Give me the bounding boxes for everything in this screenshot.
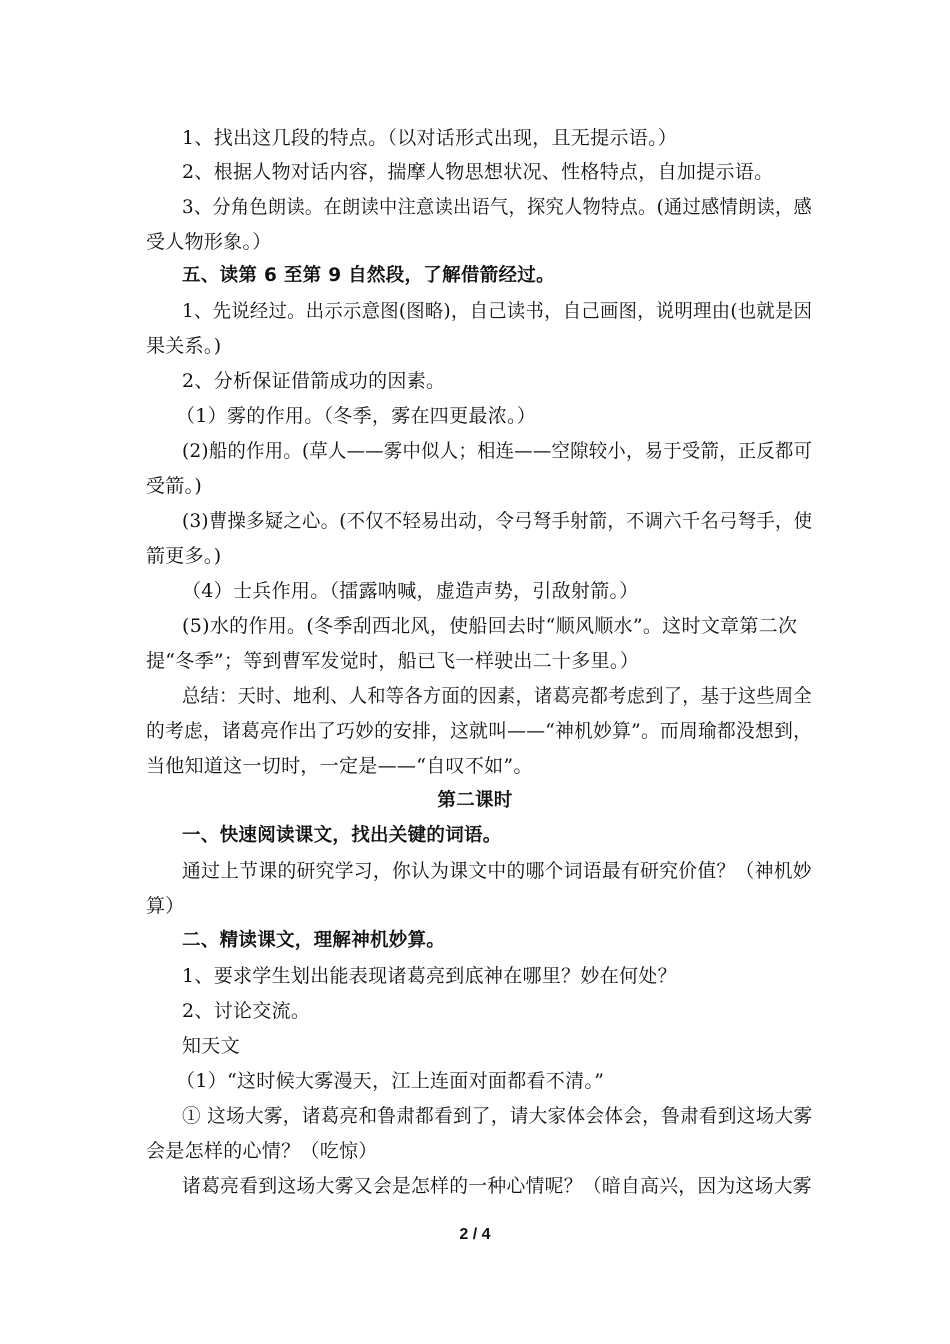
section-heading: 五、读第 6 至第 9 自然段，了解借箭经过。 [182, 265, 555, 286]
section-heading: 二、精读课文，理解神机妙算。 [182, 930, 446, 951]
subheading: 知天文 [182, 1035, 240, 1057]
paragraph-line: 通过上节课的研究学习，你认为课文中的哪个词语最有研究价值？（神机妙 [182, 860, 812, 882]
paragraph-line: 当他知道这一切时，一定是——“自叹不如”。 [146, 755, 533, 777]
list-item: 1、找出这几段的特点。（以对话形式出现，且无提示语。） [182, 127, 678, 149]
list-item: （4）士兵作用。（擂露呐喊，虚造声势，引敌射箭。） [182, 580, 639, 602]
list-item: 2、讨论交流。 [182, 1000, 311, 1022]
list-item: ① 这场大雾，诸葛亮和鲁肃都看到了，请大家体会体会，鲁肃看到这场大雾 [182, 1105, 813, 1127]
list-item: （1）“这时候大雾漫天，江上连面对面都看不清。” [176, 1070, 605, 1092]
list-item: 2、分析保证借箭成功的因素。 [182, 370, 446, 392]
paragraph-line: 的考虑，诸葛亮作出了巧妙的安排，这就叫——“神机妙算”。而周瑜都没想到， [146, 720, 813, 742]
list-item: 1、先说经过。出示示意图(图略)，自己读书，自己画图，说明理由(也就是因 [182, 300, 813, 322]
paragraph-line: 箭更多。) [146, 545, 222, 567]
lesson-title: 第二课时 [437, 790, 513, 811]
list-item: 2、根据人物对话内容，揣摩人物思想状况、性格特点，自加提示语。 [182, 161, 774, 183]
page-number: 2 / 4 [459, 1226, 491, 1243]
list-item: （1）雾的作用。（冬季，雾在四更最浓。） [176, 405, 537, 427]
list-item: (3)曹操多疑之心。(不仅不轻易出动，令弓弩手射箭，不调六千名弓弩手，使 [182, 510, 813, 532]
list-item: 3、分角色朗读。在朗读中注意读出语气，探究人物特点。(通过感情朗读，感 [182, 196, 813, 218]
section-heading: 一、快速阅读课文，找出关键的词语。 [182, 825, 502, 846]
paragraph-line: 果关系。) [146, 335, 222, 357]
paragraph-line: 提“冬季”；等到曹军发觉时，船已飞一样驶出二十多里。） [146, 650, 640, 672]
paragraph-line: 受人物形象。） [146, 231, 272, 253]
paragraph-line: 受箭。) [146, 475, 203, 497]
paragraph-line: 诸葛亮看到这场大雾又会是怎样的一种心情呢？（暗自高兴，因为这场大雾 [182, 1175, 812, 1197]
list-item: 1、要求学生划出能表现诸葛亮到底神在哪里？妙在何处？ [182, 965, 677, 987]
paragraph-line: 总结：天时、地利、人和等各方面的因素，诸葛亮都考虑到了，基于这些周全 [182, 685, 812, 707]
list-item: (2)船的作用。(草人——雾中似人；相连——空隙较小，易于受箭，正反都可 [182, 440, 813, 462]
list-item: (5)水的作用。(冬季刮西北风，使船回去时“顺风顺水”。这时文章第二次 [182, 615, 798, 637]
paragraph-line: 算） [146, 895, 185, 917]
paragraph-line: 会是怎样的心情？（吃惊） [146, 1140, 378, 1162]
